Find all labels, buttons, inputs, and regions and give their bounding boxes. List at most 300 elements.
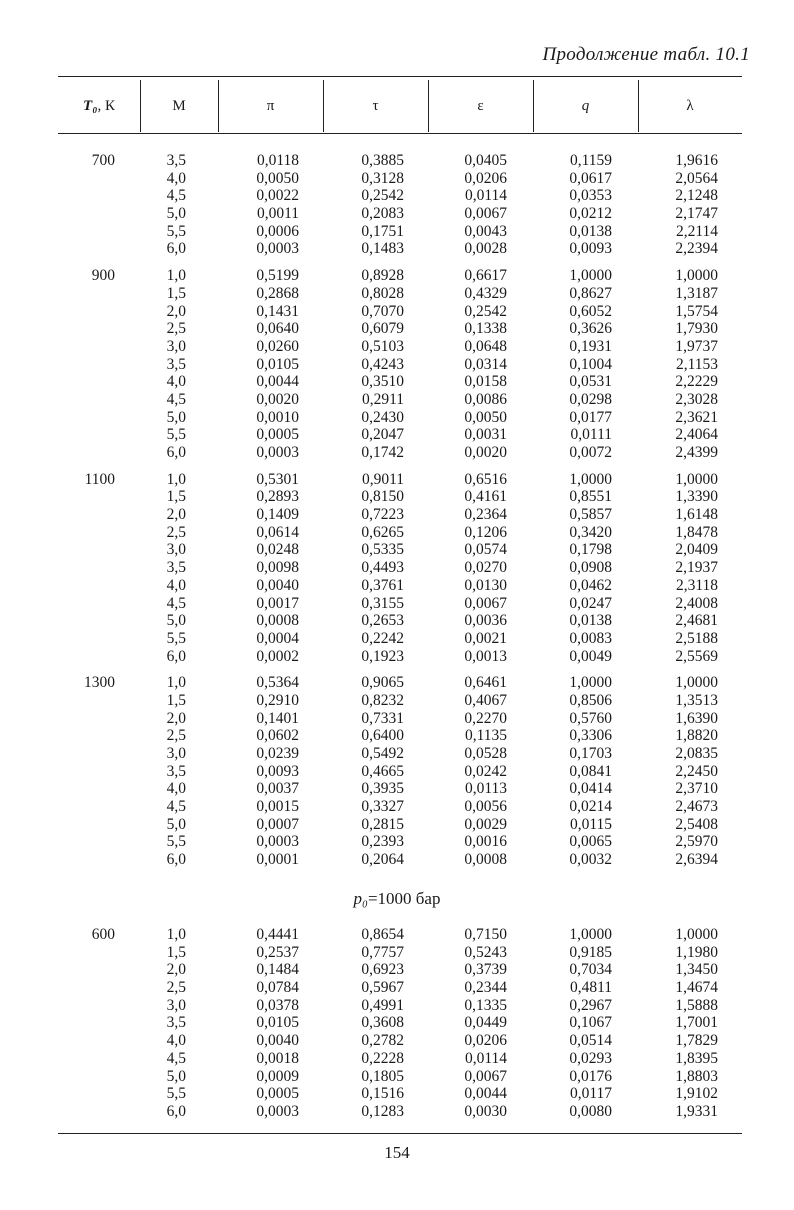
cell-eps: 0,2344 (464, 979, 507, 997)
header-tau: τ (372, 97, 379, 114)
cell-m: 4,5 (166, 390, 186, 408)
cell-m: 1,0 (166, 926, 186, 943)
cell-tau: 0,7223 (361, 506, 404, 524)
cell-q: 0,0065 (569, 833, 612, 851)
cell-q: 0,0083 (569, 629, 612, 647)
cell-lambda: 2,3621 (675, 408, 718, 426)
cell-lambda: 2,2394 (675, 240, 718, 258)
cell-pi: 0,0015 (256, 798, 299, 816)
cell-m: 4,0 (166, 1032, 186, 1050)
cell-eps: 0,0574 (464, 541, 507, 559)
cell-eps: 0,0528 (464, 745, 507, 762)
header-bottom-rule (58, 133, 742, 134)
table-row (58, 979, 742, 997)
cell-eps: 0,0206 (464, 169, 507, 187)
cell-q: 0,1067 (569, 1014, 612, 1032)
cell-m: 2,0 (166, 709, 186, 727)
cell-tau: 0,6079 (361, 320, 404, 338)
cell-eps: 0,0113 (464, 780, 507, 798)
cell-lambda: 1,3390 (675, 488, 718, 506)
cell-pi: 0,0378 (256, 996, 299, 1014)
cell-tau: 0,5967 (361, 979, 404, 997)
cell-eps: 0,0130 (464, 576, 507, 594)
cell-tau: 0,2542 (361, 187, 404, 205)
cell-lambda: 2,6394 (675, 851, 718, 869)
cell-lambda: 1,4674 (675, 979, 718, 997)
cell-pi: 0,0640 (256, 320, 299, 338)
cell-m: 3,0 (166, 541, 186, 559)
cell-tau: 0,3510 (361, 373, 404, 391)
cell-eps: 0,0031 (464, 426, 507, 444)
cell-tau: 0,1923 (361, 647, 404, 665)
cell-tau: 0,3761 (361, 576, 404, 594)
table-row (58, 356, 742, 374)
cell-q: 0,8627 (569, 284, 612, 302)
cell-pi: 0,0004 (256, 629, 299, 647)
cell-m: 1,5 (166, 691, 186, 709)
cell-tau: 0,5492 (361, 745, 404, 762)
header-pi: π (266, 97, 275, 114)
cell-pi: 0,0093 (256, 762, 299, 780)
cell-eps: 0,0044 (464, 1085, 507, 1103)
cell-eps: 0,0086 (464, 390, 507, 408)
cell-tau: 0,8232 (361, 691, 404, 709)
cell-pi: 0,1431 (256, 302, 299, 320)
cell-eps: 0,0314 (464, 355, 507, 373)
table-body-bottom (58, 926, 742, 1121)
cell-q: 0,5760 (569, 709, 612, 727)
cell-q: 0,0617 (569, 169, 612, 187)
cell-pi: 0,5301 (256, 470, 299, 488)
cell-q: 0,1798 (569, 541, 612, 559)
cell-q: 0,0117 (569, 1085, 612, 1103)
cell-tau: 0,4665 (361, 762, 404, 780)
cell-q: 0,1159 (569, 152, 612, 169)
table-group (58, 471, 742, 666)
cell-q: 0,8506 (569, 691, 612, 709)
cell-tau: 0,8654 (361, 926, 404, 943)
table-row (58, 444, 742, 462)
cell-q: 0,7034 (569, 961, 612, 979)
cell-tau: 0,4493 (361, 559, 404, 577)
cell-m: 3,5 (166, 559, 186, 577)
cell-eps: 0,2542 (464, 302, 507, 320)
cell-q: 0,0353 (569, 187, 612, 205)
cell-tau: 0,1805 (361, 1067, 404, 1085)
cell-m: 3,0 (166, 996, 186, 1014)
cell-pi: 0,0020 (256, 390, 299, 408)
cell-lambda: 2,4399 (675, 444, 718, 461)
cell-pi: 0,0037 (256, 780, 299, 798)
cell-pi: 0,0002 (256, 647, 299, 665)
cell-t0: 700 (91, 152, 115, 169)
table-row (58, 1050, 742, 1068)
cell-q: 1,0000 (569, 267, 612, 285)
cell-q: 0,4811 (569, 979, 612, 997)
table-row (58, 303, 742, 321)
cell-pi: 0,2910 (256, 691, 299, 709)
table-row (58, 997, 742, 1015)
cell-m: 2,0 (166, 961, 186, 979)
cell-lambda: 1,6148 (675, 506, 718, 524)
cell-m: 5,5 (166, 426, 186, 444)
cell-lambda: 2,3710 (675, 780, 718, 798)
cell-lambda: 1,3450 (675, 961, 718, 979)
cell-tau: 0,1516 (361, 1085, 404, 1103)
cell-m: 3,5 (166, 762, 186, 780)
table-row (58, 816, 742, 834)
cell-pi: 0,0003 (256, 240, 299, 258)
cell-pi: 0,0260 (256, 337, 299, 355)
table-row (58, 630, 742, 648)
table-row (58, 944, 742, 962)
cell-q: 0,0514 (569, 1032, 612, 1050)
cell-m: 2,5 (166, 979, 186, 997)
cell-m: 1,5 (166, 488, 186, 506)
cell-lambda: 2,1248 (675, 187, 718, 205)
cell-q: 0,0462 (569, 576, 612, 594)
cell-pi: 0,1484 (256, 961, 299, 979)
cell-eps: 0,0021 (464, 629, 507, 647)
table-row (58, 961, 742, 979)
cell-m: 4,5 (166, 798, 186, 816)
cell-eps: 0,0050 (464, 408, 507, 426)
cell-pi: 0,0018 (256, 1049, 299, 1067)
cell-tau: 0,8928 (361, 267, 404, 285)
cell-q: 0,0080 (569, 1102, 612, 1120)
cell-pi: 0,1401 (256, 709, 299, 727)
header-eps: ε (477, 97, 484, 114)
cell-pi: 0,0005 (256, 1085, 299, 1103)
cell-pi: 0,0003 (256, 444, 299, 461)
cell-tau: 0,3155 (361, 594, 404, 612)
cell-eps: 0,0158 (464, 373, 507, 391)
cell-eps: 0,0405 (464, 152, 507, 169)
footer-rule (58, 1133, 742, 1134)
cell-tau: 0,2782 (361, 1032, 404, 1050)
table-row (58, 692, 742, 710)
cell-pi: 0,0248 (256, 541, 299, 559)
table-row (58, 391, 742, 409)
cell-q: 0,0093 (569, 240, 612, 258)
cell-pi: 0,5364 (256, 674, 299, 692)
cell-m: 3,5 (166, 355, 186, 373)
cell-pi: 0,2868 (256, 284, 299, 302)
cell-lambda: 2,2229 (675, 373, 718, 391)
cell-tau: 0,1483 (361, 240, 404, 258)
table-body-top (58, 152, 742, 869)
header-t0-symbol: T₀ (83, 97, 98, 114)
header-divider (638, 80, 639, 132)
subheading-symbol: p₀ (353, 889, 368, 908)
table-row (58, 1014, 742, 1032)
cell-eps: 0,0008 (464, 851, 507, 869)
cell-tau: 0,7331 (361, 709, 404, 727)
cell-q: 0,9185 (569, 943, 612, 961)
cell-pi: 0,0105 (256, 355, 299, 373)
cell-tau: 0,7757 (361, 943, 404, 961)
cell-lambda: 1,6390 (675, 709, 718, 727)
cell-lambda: 1,5754 (675, 302, 718, 320)
cell-lambda: 2,3118 (675, 576, 718, 594)
cell-q: 0,1004 (569, 355, 612, 373)
cell-q: 0,5857 (569, 506, 612, 524)
table-row (58, 648, 742, 666)
table-row (58, 1068, 742, 1086)
cell-pi: 0,0003 (256, 1102, 299, 1120)
cell-q: 0,8551 (569, 488, 612, 506)
cell-m: 1,5 (166, 943, 186, 961)
cell-lambda: 2,0409 (675, 541, 718, 559)
cell-tau: 0,2815 (361, 815, 404, 833)
cell-eps: 0,1206 (464, 523, 507, 541)
cell-pi: 0,0008 (256, 612, 299, 630)
cell-m: 4,0 (166, 169, 186, 187)
cell-q: 0,0298 (569, 390, 612, 408)
table-row (58, 577, 742, 595)
cell-q: 0,3420 (569, 523, 612, 541)
cell-pi: 0,0118 (256, 152, 299, 169)
cell-eps: 0,5243 (464, 943, 507, 961)
table-row (58, 320, 742, 338)
cell-m: 1,5 (166, 284, 186, 302)
cell-pi: 0,0003 (256, 833, 299, 851)
cell-eps: 0,0449 (464, 1014, 507, 1032)
table-row (58, 780, 742, 798)
table-row (58, 559, 742, 577)
cell-m: 4,5 (166, 594, 186, 612)
cell-lambda: 1,0000 (675, 470, 718, 488)
cell-q: 1,0000 (569, 470, 612, 488)
cell-eps: 0,0056 (464, 798, 507, 816)
cell-lambda: 2,4681 (675, 612, 718, 630)
table-row (58, 373, 742, 391)
header-divider (533, 80, 534, 132)
cell-m: 4,5 (166, 187, 186, 205)
cell-m: 4,0 (166, 373, 186, 391)
header-t0-unit: , К (97, 97, 115, 114)
cell-tau: 0,7070 (361, 302, 404, 320)
cell-eps: 0,0020 (464, 444, 507, 461)
table-row (58, 674, 742, 692)
cell-q: 0,0908 (569, 559, 612, 577)
cell-eps: 0,1335 (464, 996, 507, 1014)
cell-tau: 0,6265 (361, 523, 404, 541)
cell-eps: 0,0270 (464, 559, 507, 577)
cell-t0: 1300 (84, 674, 115, 692)
cell-lambda: 2,1153 (675, 355, 718, 373)
cell-t0: 900 (91, 267, 115, 285)
cell-m: 4,0 (166, 780, 186, 798)
table-row (58, 187, 742, 205)
table-row (58, 426, 742, 444)
cell-q: 0,0177 (569, 408, 612, 426)
cell-eps: 0,0013 (464, 647, 507, 665)
header-top-rule (58, 76, 742, 77)
cell-m: 3,0 (166, 745, 186, 762)
cell-q: 1,0000 (569, 926, 612, 943)
table-row (58, 541, 742, 559)
cell-lambda: 2,5188 (675, 629, 718, 647)
cell-m: 5,5 (166, 222, 186, 240)
cell-pi: 0,0239 (256, 745, 299, 762)
cell-tau: 0,3885 (361, 152, 404, 169)
cell-q: 0,3306 (569, 727, 612, 745)
cell-pi: 0,2893 (256, 488, 299, 506)
cell-pi: 0,0007 (256, 815, 299, 833)
cell-pi: 0,0614 (256, 523, 299, 541)
cell-eps: 0,0029 (464, 815, 507, 833)
cell-pi: 0,0098 (256, 559, 299, 577)
cell-pi: 0,2537 (256, 943, 299, 961)
cell-q: 0,1931 (569, 337, 612, 355)
cell-q: 0,2967 (569, 996, 612, 1014)
cell-pi: 0,0784 (256, 979, 299, 997)
cell-m: 1,0 (166, 267, 186, 285)
table-row (58, 1032, 742, 1050)
cell-m: 4,5 (166, 1049, 186, 1067)
table-row (58, 1103, 742, 1121)
cell-tau: 0,6400 (361, 727, 404, 745)
cell-lambda: 1,9616 (675, 152, 718, 169)
cell-eps: 0,0067 (464, 594, 507, 612)
cell-eps: 0,0016 (464, 833, 507, 851)
cell-m: 5,0 (166, 205, 186, 223)
cell-q: 0,0049 (569, 647, 612, 665)
cell-eps: 0,0030 (464, 1102, 507, 1120)
subheading-text: =1000 бар (367, 889, 441, 908)
cell-tau: 0,3608 (361, 1014, 404, 1032)
cell-m: 5,5 (166, 1085, 186, 1103)
table-row (58, 612, 742, 630)
cell-tau: 0,2393 (361, 833, 404, 851)
cell-lambda: 2,5569 (675, 647, 718, 665)
cell-pi: 0,5199 (256, 267, 299, 285)
table-row (58, 926, 742, 944)
cell-lambda: 1,1980 (675, 943, 718, 961)
cell-eps: 0,0067 (464, 205, 507, 223)
cell-q: 0,0293 (569, 1049, 612, 1067)
cell-tau: 0,2430 (361, 408, 404, 426)
cell-q: 0,1703 (569, 745, 612, 762)
cell-lambda: 2,1937 (675, 559, 718, 577)
cell-lambda: 2,4673 (675, 798, 718, 816)
cell-tau: 0,9011 (361, 470, 404, 488)
header-lambda: λ (686, 97, 694, 114)
table-row (58, 745, 742, 763)
header-m: M (172, 97, 186, 114)
cell-pi: 0,0044 (256, 373, 299, 391)
table-row (58, 223, 742, 241)
cell-pi: 0,4441 (256, 926, 299, 943)
cell-lambda: 1,0000 (675, 267, 718, 285)
cell-pi: 0,0005 (256, 426, 299, 444)
cell-lambda: 1,8395 (675, 1049, 718, 1067)
cell-pi: 0,0050 (256, 169, 299, 187)
cell-eps: 0,6617 (464, 267, 507, 285)
cell-m: 2,0 (166, 506, 186, 524)
cell-pi: 0,0010 (256, 408, 299, 426)
cell-pi: 0,0011 (256, 205, 299, 223)
cell-q: 0,0138 (569, 612, 612, 630)
cell-m: 2,5 (166, 320, 186, 338)
cell-q: 0,0414 (569, 780, 612, 798)
cell-pi: 0,0001 (256, 851, 299, 869)
cell-eps: 0,0114 (464, 187, 507, 205)
table-row (58, 240, 742, 258)
cell-eps: 0,3739 (464, 961, 507, 979)
cell-t0: 1100 (84, 470, 115, 488)
cell-m: 1,0 (166, 674, 186, 692)
table-row (58, 338, 742, 356)
table-row (58, 170, 742, 188)
page-number: 154 (384, 1143, 410, 1162)
table-row (58, 710, 742, 728)
cell-q: 0,0212 (569, 205, 612, 223)
cell-m: 5,0 (166, 408, 186, 426)
header-t0 (58, 80, 140, 132)
cell-pi: 0,0040 (256, 576, 299, 594)
cell-m: 5,0 (166, 1067, 186, 1085)
cell-m: 5,5 (166, 833, 186, 851)
cell-lambda: 2,0564 (675, 169, 718, 187)
cell-eps: 0,1338 (464, 320, 507, 338)
cell-tau: 0,2083 (361, 205, 404, 223)
table-row (58, 851, 742, 869)
table-row (58, 727, 742, 745)
cell-tau: 0,2653 (361, 612, 404, 630)
cell-eps: 0,0206 (464, 1032, 507, 1050)
table-row (58, 488, 742, 506)
cell-tau: 0,2047 (361, 426, 404, 444)
cell-eps: 0,0036 (464, 612, 507, 630)
cell-lambda: 2,2450 (675, 762, 718, 780)
cell-tau: 0,3327 (361, 798, 404, 816)
cell-tau: 0,6923 (361, 961, 404, 979)
cell-q: 0,0115 (569, 815, 612, 833)
table-row (58, 595, 742, 613)
cell-m: 2,5 (166, 727, 186, 745)
cell-lambda: 2,3028 (675, 390, 718, 408)
cell-lambda: 1,5888 (675, 996, 718, 1014)
cell-tau: 0,1751 (361, 222, 404, 240)
header-q: q (581, 97, 590, 114)
cell-m: 4,0 (166, 576, 186, 594)
cell-eps: 0,6461 (464, 674, 507, 692)
cell-lambda: 1,9737 (675, 337, 718, 355)
cell-tau: 0,8028 (361, 284, 404, 302)
cell-pi: 0,0602 (256, 727, 299, 745)
cell-q: 0,0111 (570, 426, 612, 444)
table-row (58, 1085, 742, 1103)
cell-m: 2,0 (166, 302, 186, 320)
cell-tau: 0,1283 (361, 1102, 404, 1120)
table-row (58, 833, 742, 851)
cell-q: 0,0214 (569, 798, 612, 816)
table-caption: Продолжение табл. 10.1 (542, 44, 750, 65)
cell-m: 3,5 (166, 1014, 186, 1032)
cell-eps: 0,2270 (464, 709, 507, 727)
cell-pi: 0,0017 (256, 594, 299, 612)
cell-lambda: 1,7829 (675, 1032, 718, 1050)
cell-pi: 0,0009 (256, 1067, 299, 1085)
cell-m: 6,0 (166, 647, 186, 665)
cell-q: 0,0072 (569, 444, 612, 461)
cell-eps: 0,2364 (464, 506, 507, 524)
cell-tau: 0,3935 (361, 780, 404, 798)
cell-tau: 0,4243 (361, 355, 404, 373)
cell-t0: 600 (91, 926, 115, 943)
